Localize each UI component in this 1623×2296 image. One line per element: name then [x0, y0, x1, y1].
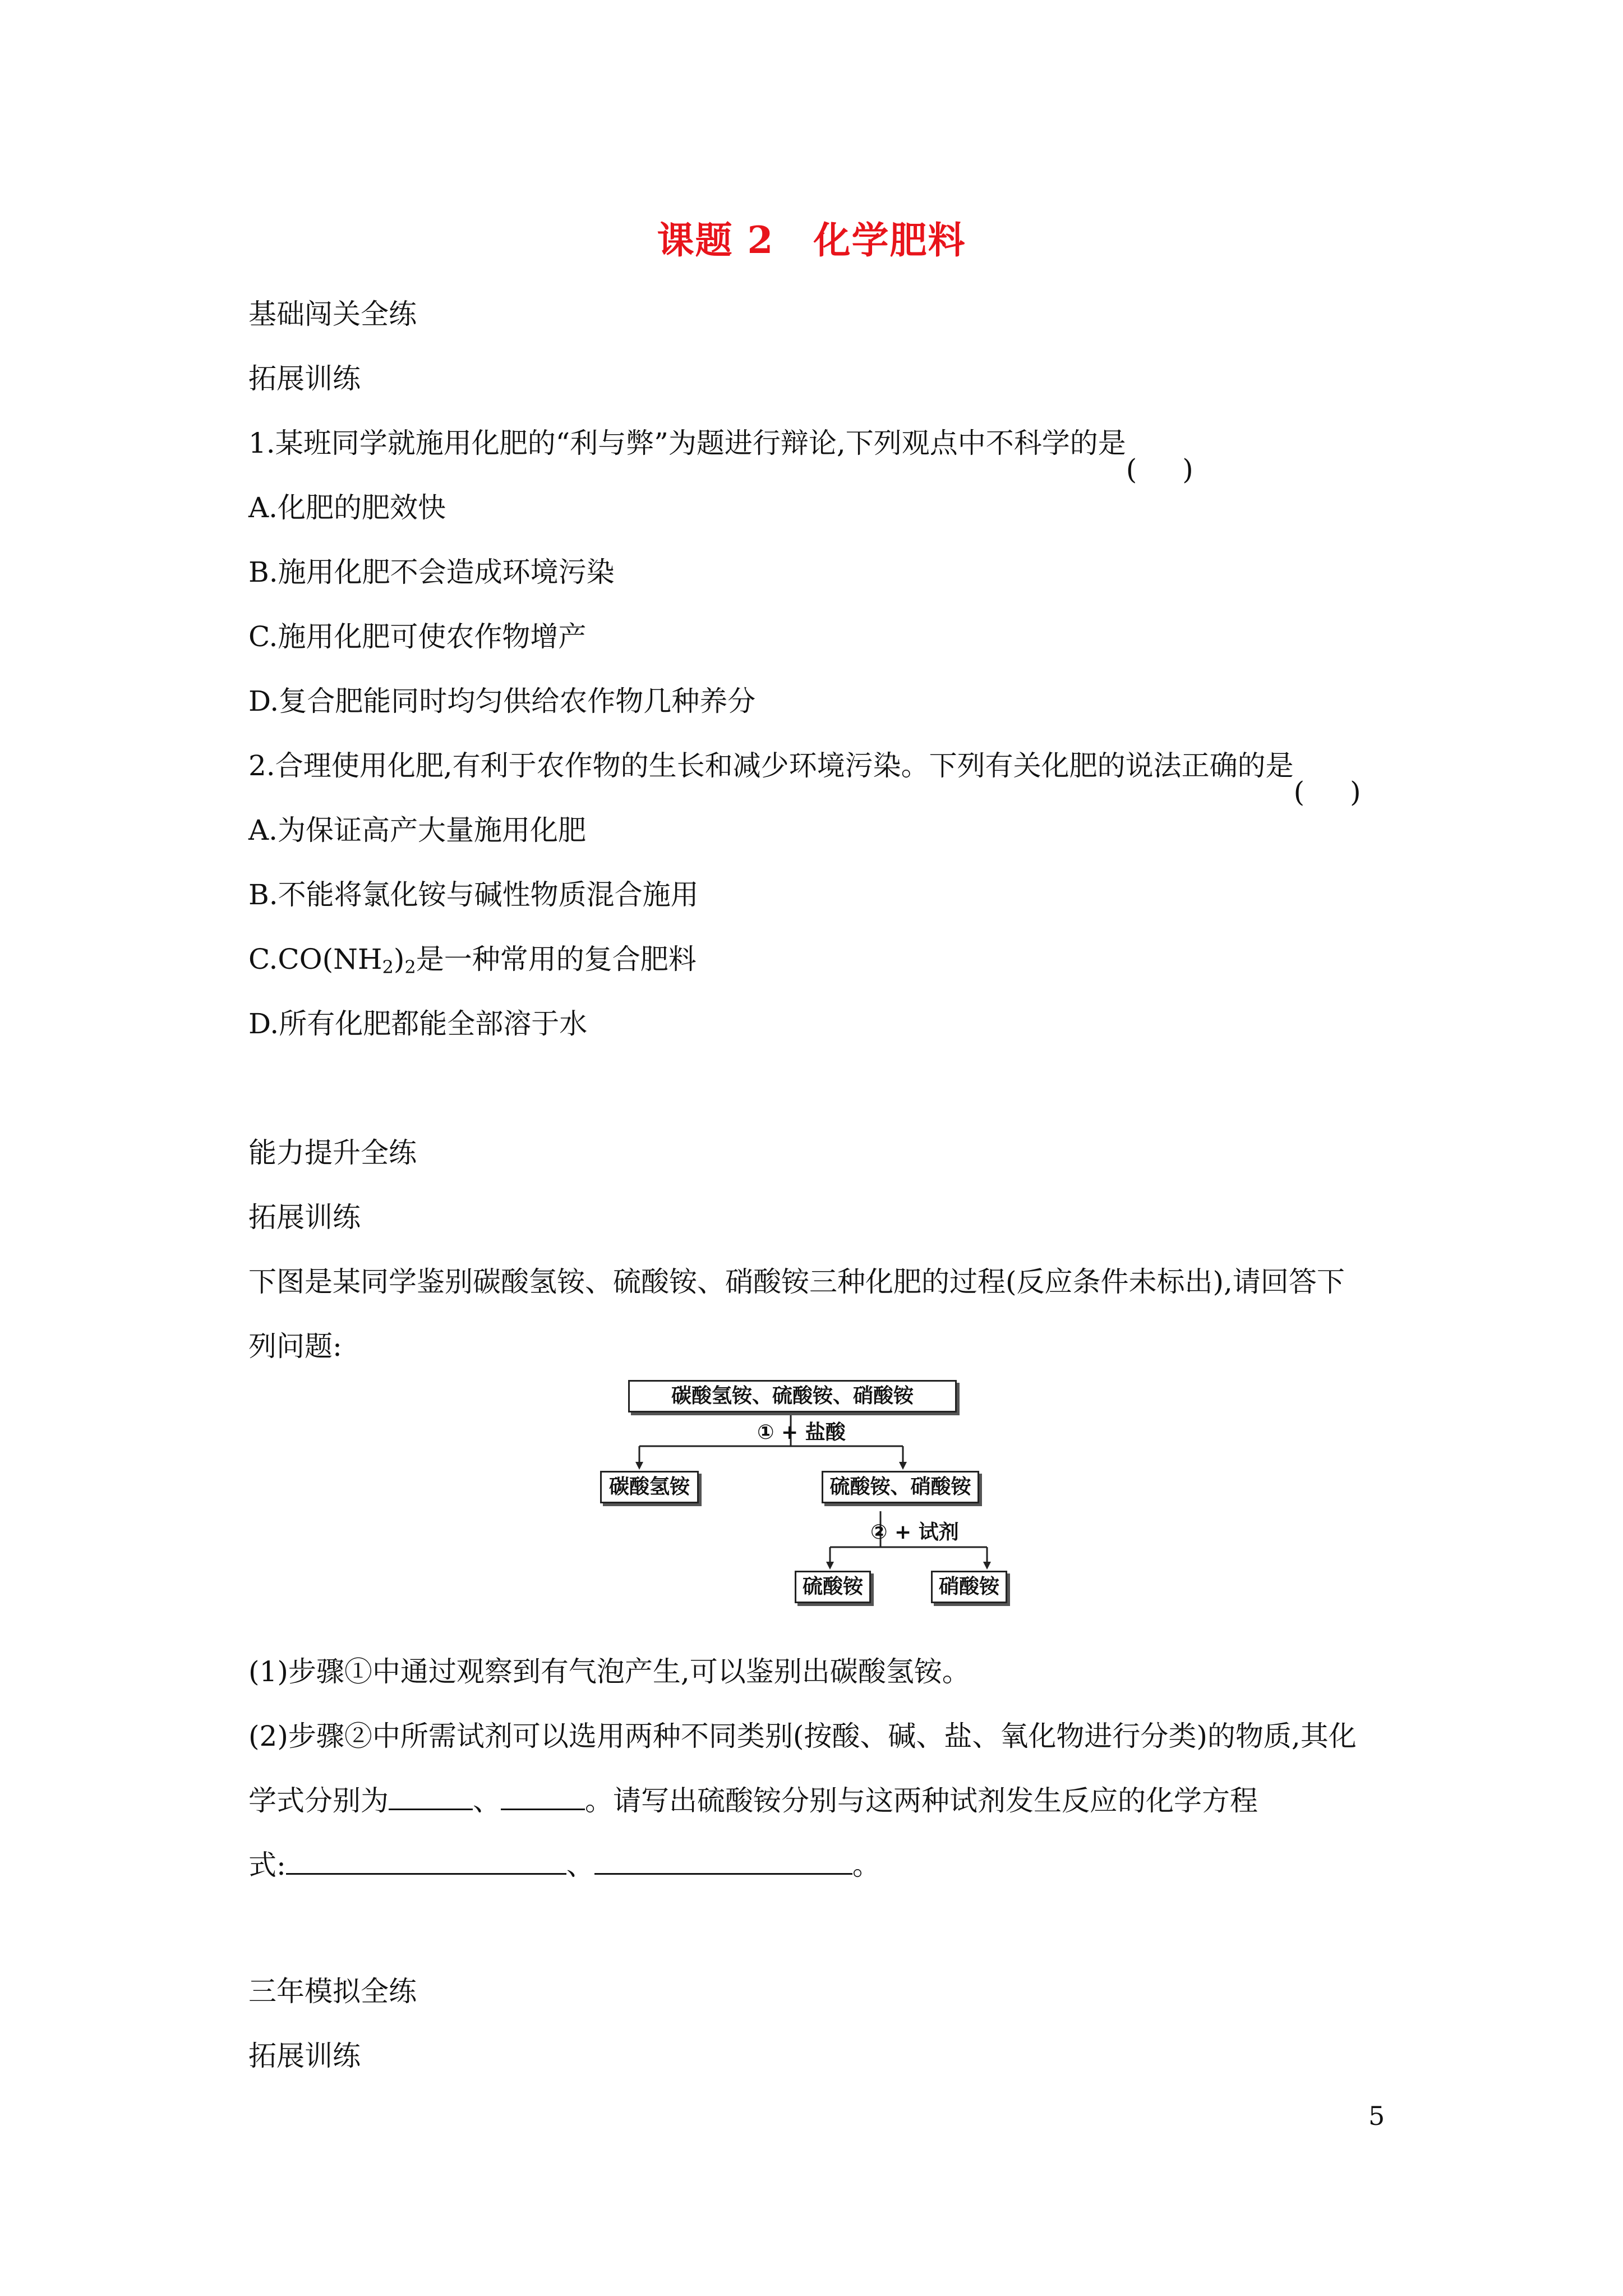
q1-option-d: D.复合肥能同时均匀供给农作物几种养分 [248, 685, 756, 717]
section-ability-sub: 拓展训练 [248, 1201, 361, 1234]
ability-q-part1: (1)步骤①中通过观察到有气泡产生,可以鉴别出碳酸氢铵。 [248, 1655, 970, 1688]
flow-box-sulfate-nitrate: 硫酸铵、硝酸铵 [822, 1471, 979, 1503]
answer-blank[interactable] [389, 1784, 473, 1810]
q2-option-a: A.为保证高产大量施用化肥 [248, 814, 587, 846]
q1-option-b: B.施用化肥不会造成环境污染 [248, 556, 615, 588]
page-number: 5 [1368, 2101, 1385, 2131]
q2-option-c: $C.CO(NH_2)_2$是一种常用的复合肥料 [248, 943, 697, 978]
ability-intro-line1: 下图是某同学鉴别碳酸氢铵、硫酸铵、硝酸铵三种化肥的过程(反应条件未标出),请回答下 [248, 1266, 1345, 1298]
q2-option-b: B.不能将氯化铵与碱性物质混合施用 [248, 878, 699, 911]
flow-box-nh4hco3: 碳酸氢铵 [600, 1471, 699, 1503]
section-ability: 能力提升全练 [248, 1137, 417, 1169]
section-mock-sub: 拓展训练 [248, 2040, 361, 2072]
section-mock: 三年模拟全练 [248, 1975, 417, 2008]
ability-q-part2-line2: 学式分别为 、 。请写出硫酸铵分别与这两种试剂发生反应的化学方程 [248, 1784, 1258, 1817]
answer-blank[interactable] [501, 1784, 585, 1810]
flow-step2-label: ② + 试剂 [870, 1521, 959, 1544]
identification-flowchart [608, 1380, 1032, 1627]
ability-q-part2-line3: 式: 、 。 [248, 1849, 880, 1881]
ability-q-part2-line1: (2)步骤②中所需试剂可以选用两种不同类别(按酸、碱、盐、氧化物进行分类)的物质,其化 [248, 1720, 1357, 1752]
flow-step1-label: ① + 盐酸 [757, 1421, 846, 1444]
q2-option-d: D.所有化肥都能全部溶于水 [248, 1007, 588, 1040]
section-basic-sub: 拓展训练 [248, 362, 361, 395]
q1-option-c: C.施用化肥可使农作物增产 [248, 620, 587, 653]
answer-blank[interactable] [286, 1848, 566, 1875]
q1-option-a: A.化肥的肥效快 [248, 491, 446, 524]
flow-box-all-three: 碳酸氢铵、硫酸铵、硝酸铵 [628, 1380, 957, 1412]
flow-box-ammonium-sulfate: 硫酸铵 [795, 1571, 871, 1603]
q1-stem: 1.某班同学就施用化肥的“利与弊”为题进行辩论,下列观点中不科学的是 [248, 427, 1126, 459]
q2-stem: 2.合理使用化肥,有利于农作物的生长和减少环境污染。下列有关化肥的说法正确的是 [248, 749, 1294, 782]
answer-blank[interactable] [594, 1848, 852, 1875]
page-title: 课题 2 化学肥料 [657, 218, 966, 262]
flow-box-ammonium-nitrate: 硝酸铵 [931, 1571, 1007, 1603]
ability-intro-line2: 列问题: [248, 1330, 342, 1363]
section-basic: 基础闯关全练 [248, 298, 417, 330]
